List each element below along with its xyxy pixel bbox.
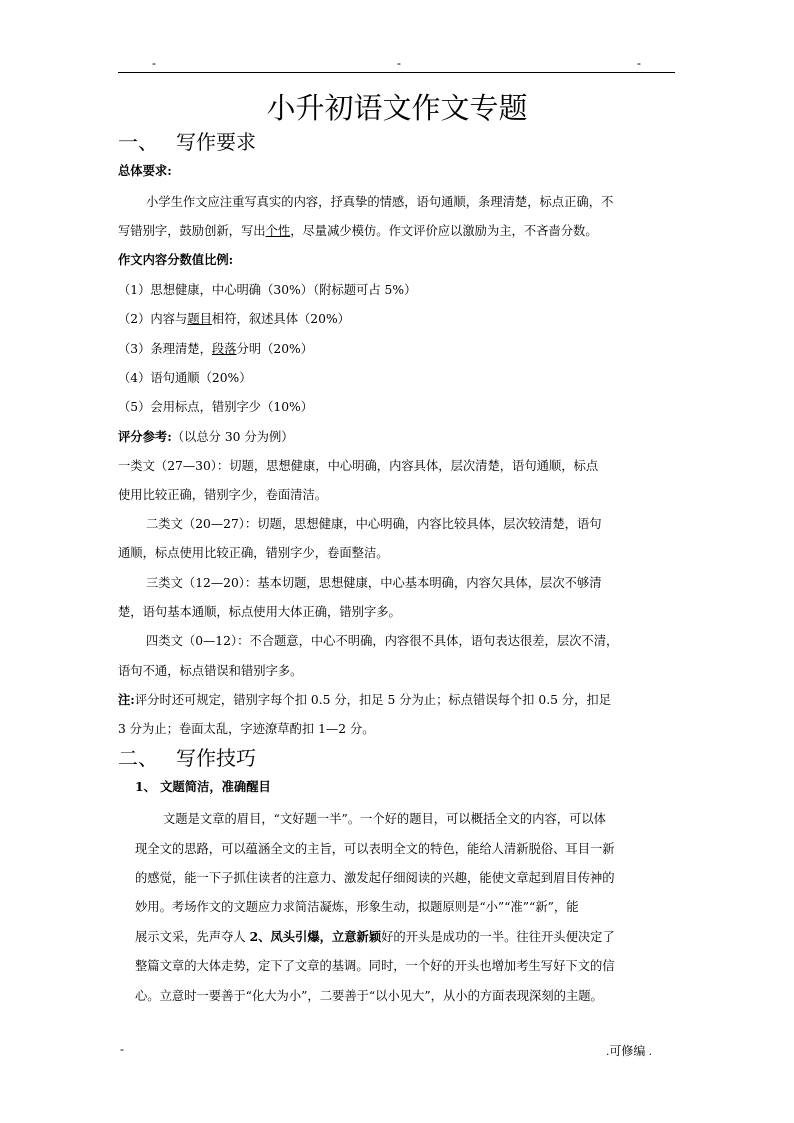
text-run: ，尽量减少模仿。作文评价应以激励为主，不吝啬分数。 bbox=[290, 224, 598, 238]
underlined-link: 段落 bbox=[211, 342, 237, 356]
text-run: 相符，叙述具体（20%） bbox=[211, 312, 350, 326]
ratio-item-2 bbox=[118, 309, 350, 329]
ratio-item-3 bbox=[118, 339, 313, 359]
header-dot-right: - bbox=[637, 56, 641, 70]
class1-line-2: 使用比较正确，错别字少，卷面清洁。 bbox=[118, 488, 328, 502]
text-run: 分明（20%） bbox=[236, 342, 314, 356]
header-rule bbox=[118, 72, 675, 73]
para-line-5 bbox=[135, 927, 615, 947]
class2-line-2: 通顺，标点使用比较正确，错别字少，卷面整洁。 bbox=[118, 546, 389, 560]
note-line-2: 3 分为止；卷面太乱，字迹潦草酌扣 1—2 分。 bbox=[118, 722, 375, 736]
class1-line-1: 一类文（27—30）：切题，思想健康，中心明确，内容具体，层次清楚，语句通顺，标点 bbox=[118, 459, 599, 473]
class3-line-1: 三类文（12—20）：基本切题，思想健康，中心基本明确，内容欠具体，层次不够清 bbox=[146, 576, 602, 590]
class4-line-1: 四类文（0—12）：不合题意，中心不明确，内容很不具体，语句表达很差，层次不清， bbox=[146, 634, 619, 648]
class4-line-2: 语句不通，标点错误和错别字多。 bbox=[118, 664, 303, 678]
header-dot-center: - bbox=[397, 56, 401, 70]
text-run: 展示文采，先声夺人 bbox=[135, 930, 250, 944]
section-label: 写作技巧 bbox=[176, 746, 256, 770]
text-run: （3）条理清楚， bbox=[118, 342, 212, 356]
reference-label: 评分参考: bbox=[118, 429, 172, 444]
ratio-item-4: （4）语句通顺（20%） bbox=[118, 371, 252, 385]
ratio-label: 作文内容分数值比例: bbox=[118, 252, 234, 267]
underlined-link: 个性 bbox=[265, 224, 291, 238]
footer-dot-left: - bbox=[120, 1042, 124, 1056]
header-dot-left: - bbox=[152, 56, 156, 70]
text-run: （2）内容与 bbox=[118, 312, 188, 326]
class3-line-2: 楚，语句基本通顺，标点使用大体正确，错别字多。 bbox=[118, 605, 401, 619]
ratio-item-1: （1）思想健康，中心明确（30%）（附标题可占 5%） bbox=[118, 283, 417, 297]
para-line-7: 心。立意时一要善于“化大为小”，二要善于“以小见大”，从小的方面表现深刻的主题。 bbox=[135, 989, 603, 1003]
text-run: 好的开头是成功的一半。往往开头便决定了 bbox=[381, 930, 615, 944]
para-line-3: 的感觉，能一下子抓住读者的注意力、激发起仔细阅读的兴趣，能使文章起到眉目传神的 bbox=[135, 871, 615, 885]
class2-line-1: 二类文（20—27）：切题，思想健康，中心明确，内容比较具体，层次较清楚，语句 bbox=[146, 517, 602, 531]
text-run: 评分时还可规定，错别字每个扣 0.5 分，扣足 5 分为止；标点错误每个扣 0.5 分，扣足 bbox=[134, 693, 612, 707]
subsection-1-label: 1、 文题简洁，准确醒目 bbox=[135, 779, 271, 794]
para-line-1: 文题是文章的眉目，“文好题一半”。一个好的题目，可以概括全文的内容，可以体 bbox=[163, 812, 606, 826]
reference-line bbox=[118, 427, 294, 447]
footer-editable-note: .可修编 . bbox=[606, 1044, 653, 1058]
section-number: 一、 bbox=[118, 130, 158, 154]
para-line-6: 整篇文章的大体走势，定下了文章的基调。同时，一个好的开头也增加考生写好下文的信 bbox=[135, 959, 615, 973]
para-line-4: 妙用。考场作文的文题应力求简洁凝炼，形象生动，拟题原则是“小”“准”“新”，能 bbox=[135, 900, 579, 914]
text-run: 写错别字，鼓励创新，写出 bbox=[118, 224, 266, 238]
underlined-link: 题目 bbox=[187, 312, 212, 326]
section-number: 二、 bbox=[118, 746, 158, 770]
section-heading-requirements bbox=[118, 128, 256, 156]
page-title: 小升初语文作文专题 bbox=[266, 91, 528, 125]
overall-line-1: 小学生作文应注重写真实的内容，抒真挚的情感，语句通顺，条理清楚，标点正确，不 bbox=[146, 195, 614, 209]
reference-note: （以总分 30 分为例） bbox=[171, 430, 294, 444]
overall-line-2 bbox=[118, 221, 598, 241]
note-line-1 bbox=[118, 690, 611, 710]
note-label: 注: bbox=[118, 692, 135, 707]
para-line-2: 现全文的思路，可以蕴涵全文的主旨，可以表明全文的特色，能给人清新脱俗、耳目一新 bbox=[135, 842, 615, 856]
section-heading-techniques bbox=[118, 744, 256, 772]
ratio-item-5: （5）会用标点，错别字少（10%） bbox=[118, 400, 314, 414]
section-label: 写作要求 bbox=[176, 130, 256, 154]
overall-label: 总体要求: bbox=[118, 163, 172, 178]
subsection-2-label: 2、凤头引爆，立意新颖 bbox=[249, 929, 382, 944]
